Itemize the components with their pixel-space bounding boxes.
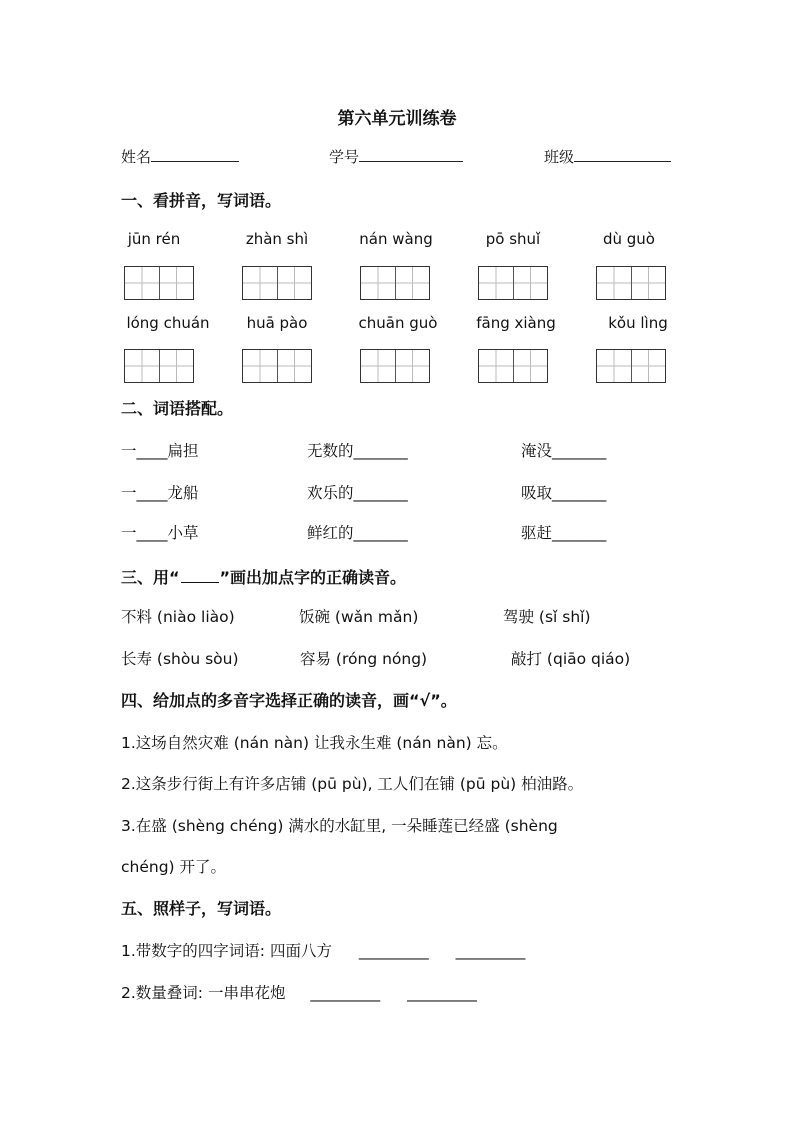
writing-box[interactable] <box>596 349 666 383</box>
match-item: 一____扁担 <box>121 442 199 460</box>
pinyin-label: fāng xiàng <box>476 314 556 332</box>
section3-heading: 三、用“ ”画出加点字的正确读音。 <box>121 568 407 587</box>
section4-heading: 四、给加点的多音字选择正确的读音，画“√”。 <box>121 691 457 710</box>
name-field[interactable] <box>121 146 239 167</box>
student-id-blank[interactable] <box>359 146 463 162</box>
match-item: 一____龙船 <box>121 484 199 502</box>
match-item: 无数的_______ <box>307 442 408 460</box>
reading-item: 敲打 (qiāo qiáo) <box>511 650 631 668</box>
answer-blank[interactable]: _________ <box>310 984 381 1002</box>
student-id-label: 学号 <box>329 148 360 166</box>
match-item: 欢乐的_______ <box>307 484 408 502</box>
match-item: 淹没_______ <box>521 442 607 460</box>
reading-item: 不料 (niào liào) <box>121 608 235 626</box>
writing-box[interactable] <box>242 349 312 383</box>
match-item: 驱赶_______ <box>521 524 607 542</box>
class-blank[interactable] <box>574 146 671 162</box>
answer-blank[interactable]: _________ <box>455 942 526 960</box>
student-id-field[interactable] <box>329 146 463 167</box>
question-line: 2.数量叠词: 一串串花炮 _________ _________ <box>121 984 477 1002</box>
pinyin-label: jūn rén <box>127 230 181 248</box>
writing-box[interactable] <box>596 266 666 300</box>
pinyin-label: kǒu lìng <box>608 314 668 332</box>
writing-box[interactable] <box>478 266 548 300</box>
pinyin-label: pō shuǐ <box>485 230 541 248</box>
pinyin-label: dù guò <box>602 230 655 248</box>
pinyin-label: chuān guò <box>358 314 438 332</box>
pinyin-label: huā pào <box>246 314 308 332</box>
class-label: 班级 <box>544 148 575 166</box>
class-field[interactable] <box>544 146 671 167</box>
pinyin-label: nán wàng <box>359 230 433 248</box>
name-blank[interactable] <box>151 146 239 162</box>
name-label: 姓名 <box>121 148 152 166</box>
question-line: chéng) 开了。 <box>121 858 227 876</box>
reading-item: 饭碗 (wǎn mǎn) <box>299 608 419 626</box>
match-item: 一____小草 <box>121 524 199 542</box>
reading-item: 长寿 (shòu sòu) <box>121 650 239 668</box>
page-title: 第六单元训练卷 <box>337 109 457 129</box>
reading-item: 容易 (róng nóng) <box>300 650 428 668</box>
question-line: 1.带数字的四字词语: 四面八方 _________ _________ <box>121 942 526 960</box>
question-line: 3.在盛 (shèng chéng) 满水的水缸里, 一朵睡莲已经盛 (shèng <box>121 817 558 835</box>
reading-item: 驾驶 (sǐ shǐ) <box>503 608 591 626</box>
writing-box[interactable] <box>124 266 194 300</box>
writing-box[interactable] <box>242 266 312 300</box>
section5-heading: 五、照样子，写词语。 <box>121 899 282 918</box>
pinyin-label: zhàn shì <box>245 230 309 248</box>
writing-box[interactable] <box>360 266 430 300</box>
underline-sample <box>181 568 219 583</box>
writing-box[interactable] <box>124 349 194 383</box>
match-item: 吸取_______ <box>521 484 607 502</box>
section1-heading: 一、看拼音，写词语。 <box>121 191 282 210</box>
answer-blank[interactable]: _________ <box>358 942 429 960</box>
pinyin-label: lóng chuán <box>126 314 210 332</box>
writing-box[interactable] <box>360 349 430 383</box>
section2-heading: 二、词语搭配。 <box>121 399 234 418</box>
writing-box[interactable] <box>478 349 548 383</box>
question-line: 2.这条步行街上有许多店铺 (pū pù), 工人们在铺 (pū pù) 柏油路。 <box>121 775 584 793</box>
question-line: 1.这场自然灾难 (nán nàn) 让我永生难 (nán nàn) 忘。 <box>121 734 508 752</box>
match-item: 鲜红的_______ <box>307 524 408 542</box>
answer-blank[interactable]: _________ <box>407 984 477 1002</box>
